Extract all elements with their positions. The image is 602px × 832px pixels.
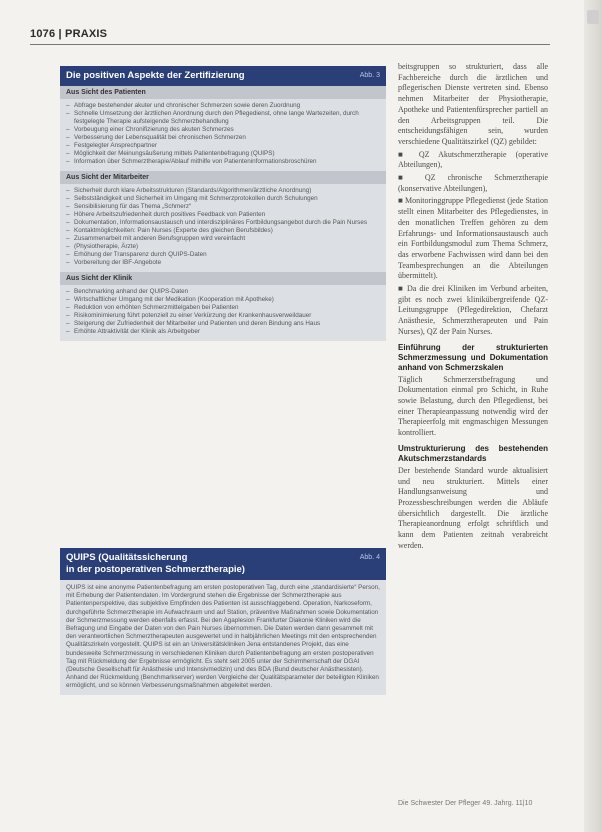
list-item: – Verbesserung der Lebensqualität bei chronischen Schmerzen xyxy=(66,134,380,142)
patient-list xyxy=(60,99,386,171)
list-item: – Selbstständigkeit und Sicherheit im Umgang mit Schmerzprotokollen durch Schulungen xyxy=(66,195,380,203)
positive-aspects-box xyxy=(60,66,386,341)
box-title: Die positiven Aspekte der Zertifizierung Abb. 3 xyxy=(60,66,386,86)
paragraph: ■ QZ chronische Schmerztherapie (konservative Abteilungen), xyxy=(398,173,548,193)
list-item: – Vorbeugung einer Chronifizierung des akuten Schmerzes xyxy=(66,126,380,134)
section-heading: Aus Sicht der Klinik xyxy=(60,272,386,285)
paragraph: Der bestehende Standard wurde aktualisiert und neu strukturiert. Mittels einer Handlungsanweisung und Prozessbeschreibungen werden die Abläufe übersichtlich dargestellt. Die ärztliche Therapieanordnung erfolgt schriftlich und kann dem Patienten zeitnah verabreicht werden. xyxy=(398,465,548,550)
figure-tag: Abb. 3 xyxy=(359,72,380,79)
header-rule xyxy=(30,44,550,45)
list-item: – Information über Schmerztherapie/Ablauf mithilfe von Patienteninformationsbroschüren xyxy=(66,158,380,166)
figure-tag: Abb. 4 xyxy=(359,554,380,561)
box-title: QUIPS (Qualitätssicherung in der postoperativen Schmerztherapie) Abb. 4 xyxy=(60,548,386,580)
edge-tab xyxy=(587,10,599,24)
list-item: – Risikominimierung führt potenziell zu einer Verkürzung der Krankenhausverweildauer xyxy=(66,312,380,320)
list-item: – Möglichkeit der Meinungsäußerung mittels Patientenbefragung (QUIPS) xyxy=(66,150,380,158)
page-header: 1076 | PRAXIS xyxy=(30,28,108,40)
section-heading: Umstrukturierung des bestehenden Akutschmerzstandards xyxy=(398,443,548,463)
list-item: – Festgelegter Ansprechpartner xyxy=(66,142,380,150)
list-item: – Benchmarking anhand der QUIPS-Daten xyxy=(66,288,380,296)
list-item: – (Physiotherapie, Ärzte) xyxy=(66,243,380,251)
paragraph: beitsgruppen so strukturiert, dass alle Fachbereiche durch die ärztlichen und pflegerischen Dienste vertreten sind. Ebenso nehmen Mitarbeiter der Physiotherapie, Apotheke und Patientenfürsprecher partiell an den Arbeitsgruppen teil. Die entscheidungsfähigen sein, wurden verschiedene Qualitätszirkel (QZ) gebildet: xyxy=(398,62,548,146)
list-item: – Erhöhung der Transparenz durch QUIPS-Daten xyxy=(66,251,380,259)
list-item: – Zusammenarbeit mit anderen Berufsgruppen wird vereinfacht xyxy=(66,235,380,243)
paragraph: ■ Monitoringgruppe Pflegedienst (jede Station stellt einen Mitarbeiter des Pflegedienstes, in den monatlichen Treffen gehören zu dem Erfahrungs- und Informationsaustausch auch ein Fortbildungsmodul zum Thema Schmerz, das erworbene Fachwissen wird dann bei den Teambesprechungen an die Abteilungen übermittelt). xyxy=(398,196,548,281)
section-heading: Aus Sicht des Patienten xyxy=(60,86,386,99)
list-item: – Sicherheit durch klare Arbeitsstrukturen (Standards/Algorithmen/ärztliche Anordnung) xyxy=(66,187,380,195)
list-item: – Kontaktmöglichkeiten: Pain Nurses (Experte des gleichen Berufsbildes) xyxy=(66,227,380,235)
section-heading: Einführung der strukturierten Schmerzmessung und Dokumentation anhand von Schmerzskalen xyxy=(398,342,548,372)
list-item: – Steigerung der Zufriedenheit der Mitarbeiter und Patienten und deren Bindung ans Haus xyxy=(66,320,380,328)
quips-text: QUIPS ist eine anonyme Patientenbefragung am ersten postoperativen Tag, durch eine „standardisierte“ Person, mit Erhebung der Patientendaten. Im Vordergrund stehen die Ergebnisse der Schmerztherapie aus Patientenperspektive, das subjektive Empfinden des Patienten ist ausschlaggebend. Operation, Narkoseform, durchgeführte Schmerztherapie im Aufwachraum und auf Station, präventive Maßnahmen sowie Dokumentation der Schmerzmessung werden ebenfalls erfasst. Bei den Agaplesion Frankfurter Diakonie Kliniken wird die Befragung und Eingabe der Daten von den Pain Nurses übernommen. Die Daten werden dann gesammelt mit den verantwortlichen Schmerztherapeuten ausgewertet und in halbjährlichen Meetings mit den entsprechenden Qualitätszirkeln vorgestellt. QUIPS ist ein an Universitätskliniken Jena entstandenes Projekt, das eine bundesweite Schmerzmessung in verschiedenen Kliniken durch Patientenbefragung am ersten postoperativen Tag mit Rückmeldung der Ergebnisse ermöglicht. Es steht seit 2005 unter der Schirmherrschaft der DGAI (Deutsche Gesellschaft für Anästhesie und Intensivmedizin) und des BDA (Bund deutscher Anästhesisten). Anhand der Rückmeldung (Benchmarkserver) werden Vergleiche der Qualitätsparameter der beteiligten Kliniken ermöglicht, und so können Verbesserungsmaßnahmen abgeleitet werden. xyxy=(66,584,380,690)
list-item: – Reduktion von erhöhten Schmerzmittelgaben bei Patienten xyxy=(66,304,380,312)
list-item: – Dokumentation, Informationsaustausch und interdisziplinäres Fortbildungsangebot durch die Pain Nurses xyxy=(66,219,380,227)
page-edge xyxy=(584,0,602,832)
list-item: – Wirtschaftlicher Umgang mit der Medikation (Kooperation mit Apotheke) xyxy=(66,296,380,304)
paragraph: Täglich Schmerzerstbefragung und Dokumentation einmal pro Schicht, in Ruhe sowie Belastung, durch den Pflegedienst, bei einer Therapieanpassung notwendig wird der Therapieerfolg mit engmaschigen Messungen kontrolliert. xyxy=(398,374,548,438)
clinic-list xyxy=(60,285,386,341)
list-item: – Sensibilisierung für das Thema „Schmerz“ xyxy=(66,203,380,211)
list-item: – Abfrage bestehender akuter und chronischer Schmerzen sowie deren Zuordnung xyxy=(66,102,380,110)
page-footer: Die Schwester Der Pfleger 49. Jahrg. 11|10 xyxy=(398,800,533,807)
paragraph: ■ QZ Akutschmerztherapie (operative Abteilungen), xyxy=(398,149,548,170)
staff-list xyxy=(60,184,386,272)
section-heading: Aus Sicht der Mitarbeiter xyxy=(60,171,386,184)
list-item: – Schnelle Umsetzung der ärztlichen Anordnung durch den Pflegedienst, ohne lange Wartezeiten, durch festgelegte Therapie aufsteigende Schmerzbehandlung xyxy=(66,110,380,126)
list-item: – Vorbereitung der IBF-Angebote xyxy=(66,259,380,267)
list-item: – Erhöhte Attraktivität der Klinik als Arbeitgeber xyxy=(66,328,380,336)
quips-box xyxy=(60,548,386,695)
paragraph: ■ Da die drei Kliniken im Verbund arbeiten, gibt es noch zwei klinikübergreifende QZ-Leitungsgruppe (Pflegedirektion, Chefarzt Anästhesie, Schmerztherapeuten und Pain Nurses), QZ der Pain Nurses. xyxy=(398,284,548,336)
list-item: – Höhere Arbeitszufriedenheit durch positives Feedback von Patienten xyxy=(66,211,380,219)
right-column xyxy=(398,62,548,553)
